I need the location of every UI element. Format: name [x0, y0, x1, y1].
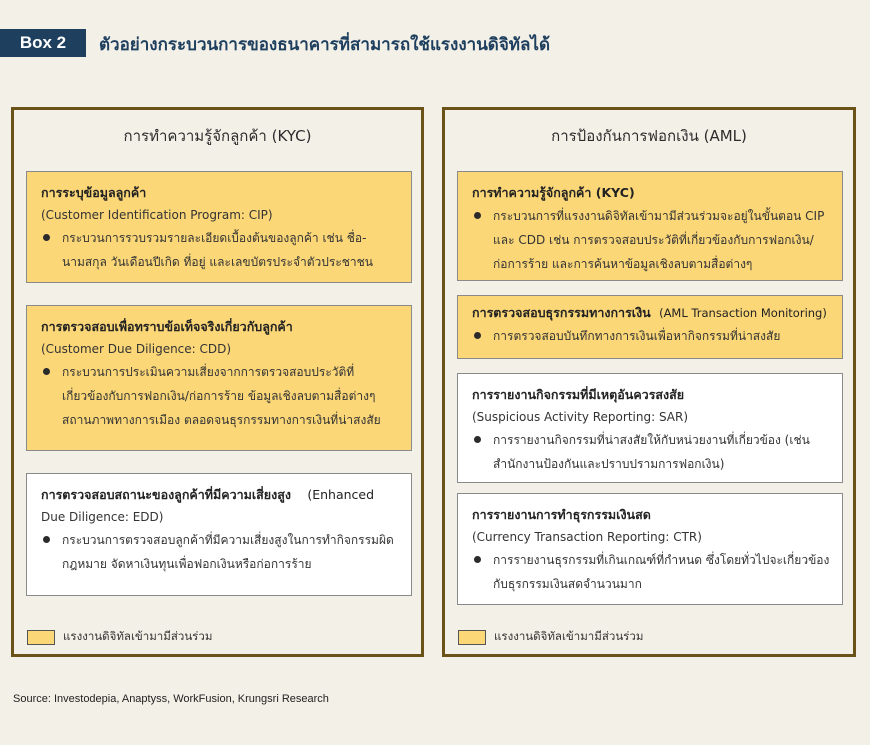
sar-bullet-line-1: การรายงานกิจกรรมที่น่าสงสัยให้กับหน่วยงานที่เกี่ยวข้อง (เช่น	[493, 433, 810, 447]
aml-panel	[442, 107, 856, 657]
bullet-dot	[474, 212, 481, 219]
edd-title	[41, 484, 399, 506]
box-label: Box 2	[0, 29, 86, 57]
bullet-dot	[474, 332, 481, 339]
edd-bullet-line-2: กฎหมาย จัดหาเงินทุนเพื่อฟอกเงินหรือก่อการร้าย	[62, 557, 312, 571]
bullet-dot	[474, 556, 481, 563]
bullet-dot	[43, 536, 50, 543]
aml-kyc-bullet-line-3: ก่อการร้าย และการค้นหาข้อมูลเชิงลบตามสื่อต่างๆ	[493, 257, 753, 271]
sar-subtitle: (Suspicious Activity Reporting: SAR)	[472, 410, 689, 424]
ctr-card	[457, 493, 843, 605]
ctr-bullet-line-1: การรายงานธุรกรรมที่เกินเกณฑ์ที่กำหนด ซึ่งโดยทั่วไปจะเกี่ยวข้อง	[493, 553, 830, 567]
kyc-legend	[27, 628, 212, 646]
cdd-bullet-line-1: กระบวนการประเมินความเสี่ยงจากการตรวจสอบประวัติที่	[62, 365, 355, 379]
transaction-monitoring-title	[472, 302, 830, 324]
cip-subtitle: (Customer Identification Program: CIP)	[41, 208, 273, 222]
aml-kyc-title: การทำความรู้จักลูกค้า (KYC)	[472, 185, 635, 200]
aml-legend-label: แรงงานดิจิทัลเข้ามามีส่วนร่วม	[494, 629, 644, 643]
aml-panel-title: การป้องกันการฟอกเงิน (AML)	[551, 127, 747, 145]
cip-bullet-line-1: กระบวนการรวบรวมรายละเอียดเบื้องต้นของลูกค้า เช่น ชื่อ-	[62, 231, 367, 245]
aml-legend	[458, 628, 643, 646]
edd-subtitle: Due Diligence: EDD)	[41, 510, 164, 524]
sar-bullet-line-2: สำนักงานป้องกันและปราบปรามการฟอกเงิน)	[493, 457, 725, 471]
edd-card	[26, 473, 412, 596]
cip-card	[26, 171, 412, 283]
ctr-bullet-line-2: กับธุรกรรมเงินสดจำนวนมาก	[493, 577, 642, 591]
legend-swatch	[27, 630, 55, 645]
cdd-subtitle: (Customer Due Diligence: CDD)	[41, 342, 232, 356]
bullet-dot	[43, 368, 50, 375]
sar-title: การรายงานกิจกรรมที่มีเหตุอันควรสงสัย	[472, 387, 685, 402]
cip-bullet	[41, 226, 399, 274]
source-note: Source: Investodepia, Anaptyss, WorkFusion, Krungsri Research	[13, 693, 329, 705]
aml-kyc-bullet-line-2: และ CDD เช่น การตรวจสอบประวัติที่เกี่ยวข้องกับการฟอกเงิน/	[493, 233, 814, 247]
transaction-monitoring-title-text: การตรวจสอบธุรกรรมทางการเงิน	[472, 305, 651, 320]
kyc-legend-label: แรงงานดิจิทัลเข้ามามีส่วนร่วม	[63, 629, 213, 643]
aml-kyc-bullet	[472, 204, 830, 276]
aml-kyc-card	[457, 171, 843, 281]
cdd-bullet-line-3: สถานภาพทางการเมือง ตลอดจนธุรกรรมทางการเงินที่น่าสงสัย	[62, 413, 381, 427]
sar-card	[457, 373, 843, 483]
cdd-bullet-line-2: เกี่ยวข้องกับการฟอกเงิน/ก่อการร้าย ข้อมูลเชิงลบตามสื่อต่างๆ	[62, 389, 376, 403]
aml-kyc-bullet-line-1: กระบวนการที่แรงงานดิจิทัลเข้ามามีส่วนร่วมจะอยู่ในขั้นตอน CIP	[493, 209, 825, 223]
bullet-dot	[43, 234, 50, 241]
ctr-title: การรายงานการทำธุรกรรมเงินสด	[472, 507, 651, 522]
ctr-bullet	[472, 548, 830, 596]
bullet-dot	[474, 436, 481, 443]
cdd-title: การตรวจสอบเพื่อทราบข้อเท็จจริงเกี่ยวกับลูกค้า	[41, 319, 293, 334]
box-title: ตัวอย่างกระบวนการของธนาคารที่สามารถใช้แรงงานดิจิทัลได้	[99, 34, 551, 55]
transaction-monitoring-bullet	[472, 324, 830, 348]
cip-bullet-line-2: นามสกุล วันเดือนปีเกิด ที่อยู่ และเลขบัตรประจำตัวประชาชน	[62, 255, 374, 269]
legend-swatch	[458, 630, 486, 645]
transaction-monitoring-title-suffix: (AML Transaction Monitoring)	[659, 306, 827, 320]
transaction-monitoring-card	[457, 295, 843, 359]
ctr-subtitle: (Currency Transaction Reporting: CTR)	[472, 530, 702, 544]
cip-title: การระบุข้อมูลลูกค้า	[41, 185, 147, 200]
edd-bullet-line-1: กระบวนการตรวจสอบลูกค้าที่มีความเสี่ยงสูงในการทำกิจกรรมผิด	[62, 533, 394, 547]
cdd-card	[26, 305, 412, 451]
edd-bullet	[41, 528, 399, 576]
sar-bullet	[472, 428, 830, 476]
cdd-bullet	[41, 360, 399, 432]
edd-title-suffix: (Enhanced	[307, 487, 375, 502]
kyc-panel-title: การทำความรู้จักลูกค้า (KYC)	[123, 127, 312, 145]
edd-title-text: การตรวจสอบสถานะของลูกค้าที่มีความเสี่ยงสูง	[41, 487, 291, 502]
kyc-panel	[11, 107, 424, 657]
transaction-monitoring-bullet-line-1: การตรวจสอบบันทึกทางการเงินเพื่อหากิจกรรมที่น่าสงสัย	[493, 329, 781, 343]
